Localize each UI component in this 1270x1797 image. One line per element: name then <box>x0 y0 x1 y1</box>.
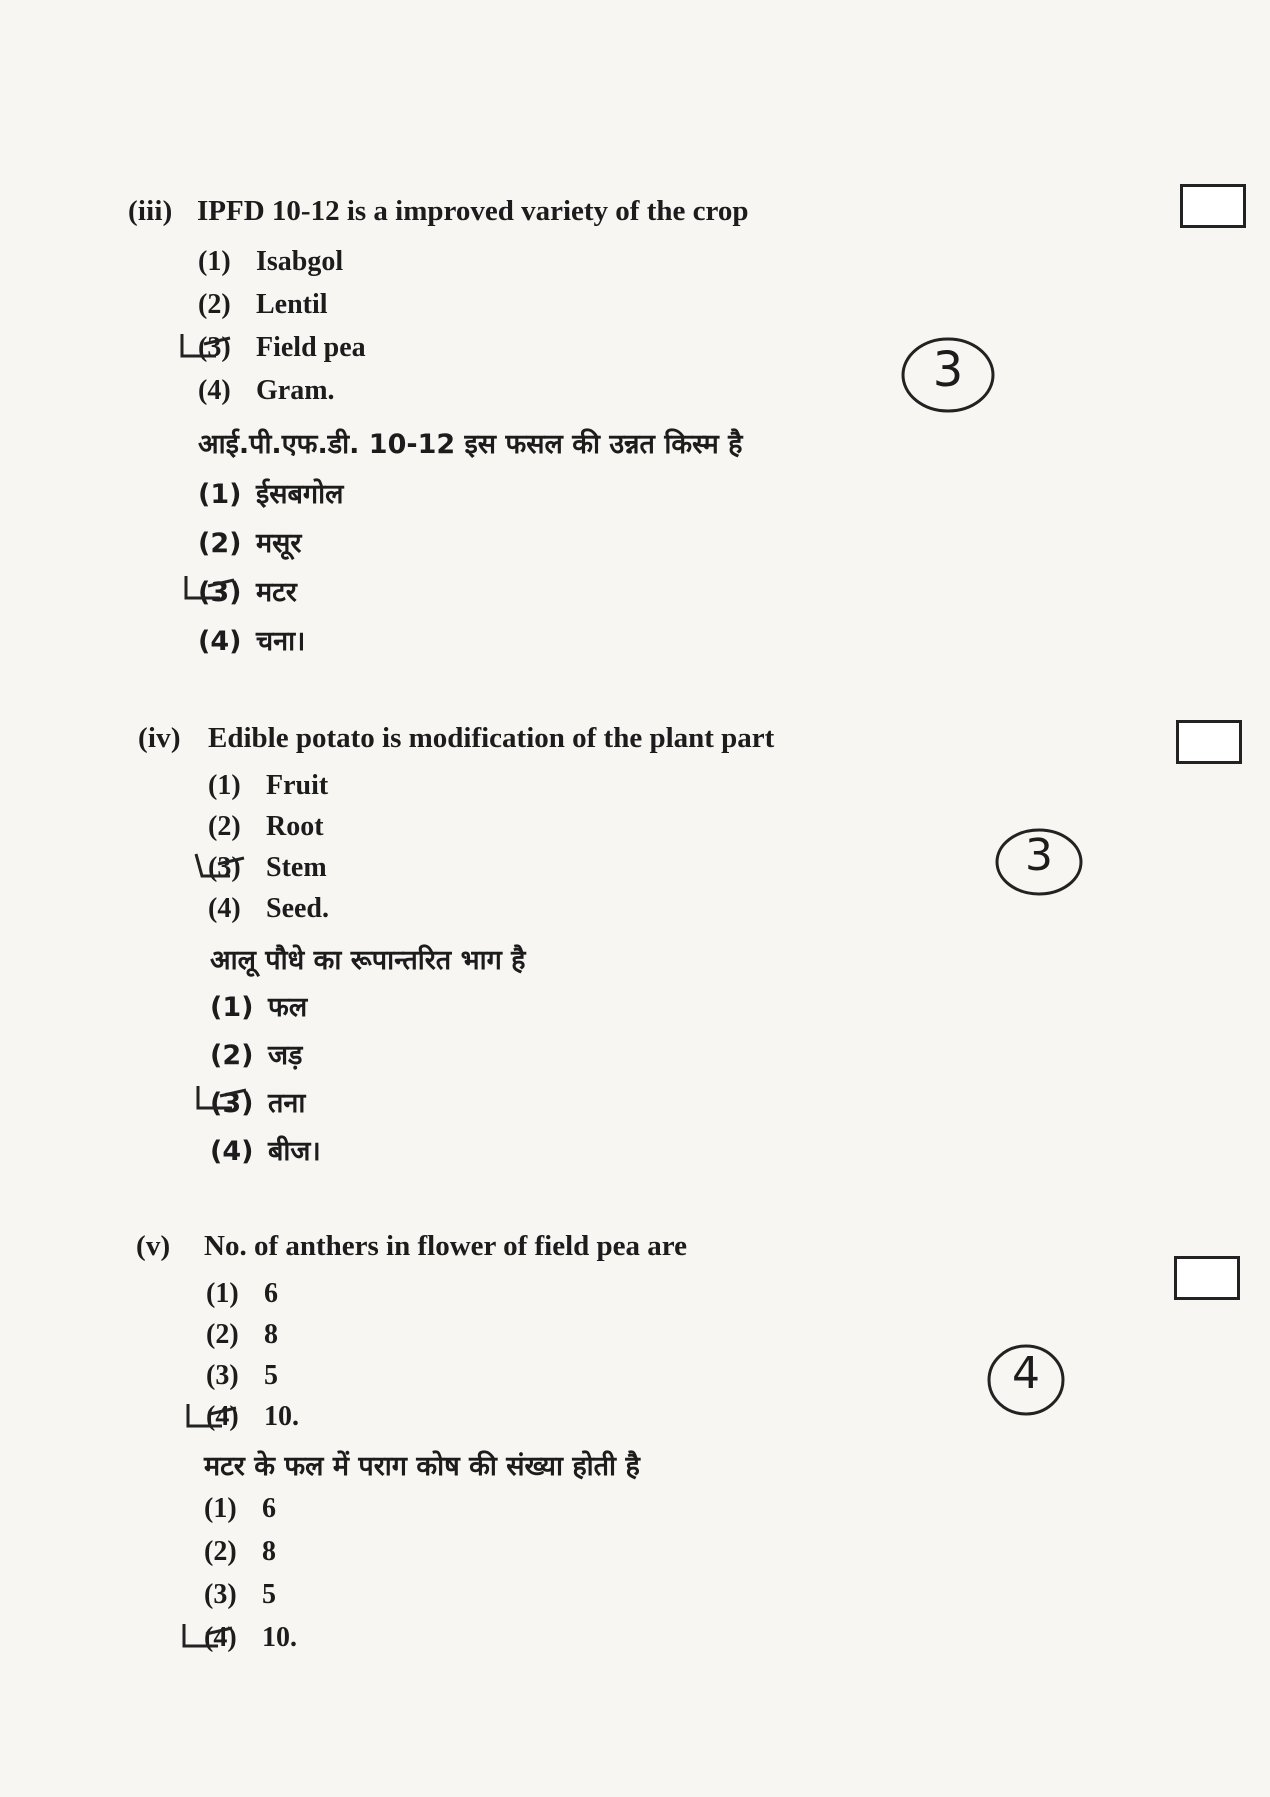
question-text-en: No. of anthers in flower of field pea are <box>204 1230 688 1262</box>
answer-box[interactable] <box>1174 1256 1240 1300</box>
option-en-4: (4) Gram. <box>198 375 335 406</box>
checkmark-icon <box>190 850 250 884</box>
option-en-1: (1) Isabgol <box>198 246 344 277</box>
option-en-3: (3) Stem <box>208 852 327 883</box>
option-hi-2: (2) मसूर <box>198 528 302 559</box>
checkmark-icon <box>178 1620 238 1654</box>
option-en-1: (1) 6 <box>206 1278 278 1309</box>
option-en-3: (3) Field pea <box>198 332 366 363</box>
answer-box[interactable] <box>1180 184 1246 228</box>
checkmark-icon <box>182 1400 242 1434</box>
option-hi-2: (2) 8 <box>204 1536 276 1567</box>
answer-box[interactable] <box>1176 720 1242 764</box>
question-text-hi: आई.पी.एफ.डी. 10-12 इस फसल की उन्नत किस्म है <box>198 429 743 460</box>
option-hi-4: (4) बीज। <box>210 1136 321 1167</box>
handwritten-answer: 3 <box>993 826 1085 898</box>
option-en-2: (2) Root <box>208 811 324 842</box>
option-hi-2: (2) जड़ <box>210 1040 303 1071</box>
question-text-hi: मटर के फल में पराग कोष की संख्या होती है <box>204 1451 640 1482</box>
option-hi-3: (3) तना <box>210 1088 306 1119</box>
question-label: (iii) <box>128 195 173 227</box>
option-hi-4: (4) चना। <box>198 626 306 657</box>
option-en-2: (2) 8 <box>206 1319 278 1350</box>
option-hi-1: (1) 6 <box>204 1493 276 1524</box>
option-en-2: (2) Lentil <box>198 289 328 320</box>
option-en-3: (3) 5 <box>206 1360 278 1391</box>
option-hi-3: (3) मटर <box>198 577 297 608</box>
question-label: (v) <box>136 1230 171 1262</box>
option-en-4: (4) Seed. <box>208 893 329 924</box>
option-en-1: (1) Fruit <box>208 770 329 801</box>
option-hi-4: (4) 10. <box>204 1622 297 1653</box>
checkmark-icon <box>180 572 240 606</box>
handwritten-answer: 4 <box>985 1342 1067 1418</box>
question-text-en: IPFD 10-12 is a improved variety of the crop <box>197 195 749 227</box>
option-en-4: (4) 10. <box>206 1401 299 1432</box>
question-text-hi: आलू पौधे का रूपान्तरित भाग है <box>210 945 526 976</box>
option-hi-3: (3) 5 <box>204 1579 276 1610</box>
question-text-en: Edible potato is modification of the plant part <box>208 722 775 754</box>
checkmark-icon <box>176 330 236 364</box>
option-hi-1: (1) फल <box>210 992 308 1023</box>
question-label: (iv) <box>138 722 181 754</box>
handwritten-answer: 3 <box>898 334 998 416</box>
checkmark-icon <box>192 1082 252 1116</box>
option-hi-1: (1) ईसबगोल <box>198 479 344 510</box>
